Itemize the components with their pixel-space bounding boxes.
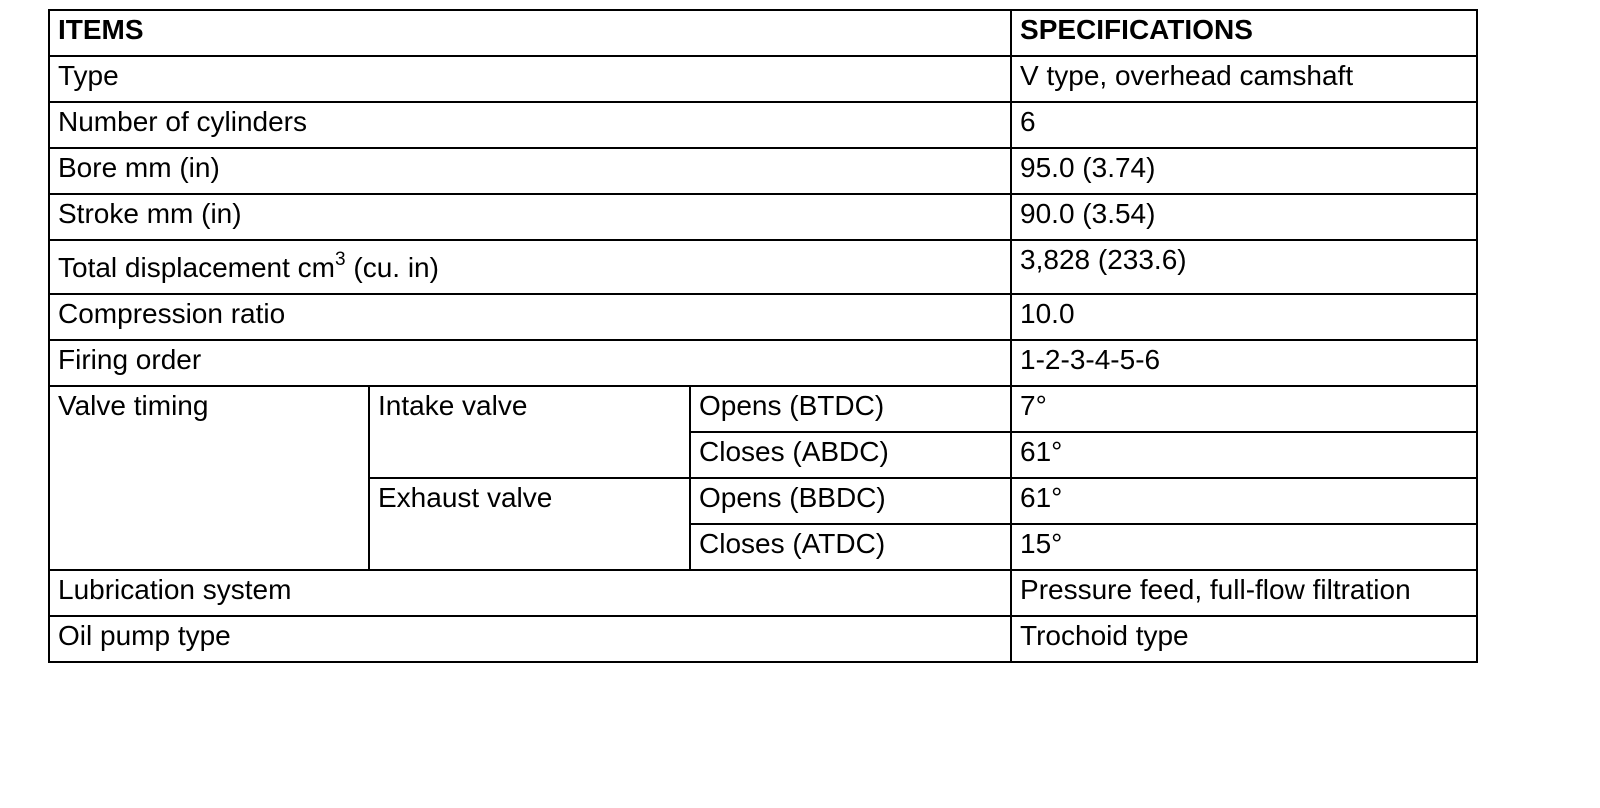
row-value-oil-pump: Trochoid type <box>1011 616 1477 662</box>
table-row <box>49 56 1477 102</box>
row-label-stroke: Stroke mm (in) <box>49 194 1011 240</box>
table-row <box>49 616 1477 662</box>
table-row <box>49 294 1477 340</box>
row-label-firing: Firing order <box>49 340 1011 386</box>
row-label-compression: Compression ratio <box>49 294 1011 340</box>
table-row <box>49 386 1477 432</box>
row-label-cylinders: Number of cylinders <box>49 102 1011 148</box>
row-value-cylinders: 6 <box>1011 102 1477 148</box>
intake-closes-label: Closes (ABDC) <box>690 432 1011 478</box>
superscript-3: 3 <box>335 249 346 270</box>
exhaust-valve-label: Exhaust valve <box>369 478 690 570</box>
row-value-stroke: 90.0 (3.54) <box>1011 194 1477 240</box>
table-row <box>49 340 1477 386</box>
intake-closes-value: 61° <box>1011 432 1477 478</box>
table-header-row <box>49 10 1477 56</box>
table-row <box>49 148 1477 194</box>
row-label-bore: Bore mm (in) <box>49 148 1011 194</box>
table-row <box>49 570 1477 616</box>
exhaust-closes-value: 15° <box>1011 524 1477 570</box>
exhaust-opens-value: 61° <box>1011 478 1477 524</box>
row-label-displacement: Total displacement $cm^3$ (cu. in) <box>49 240 1011 294</box>
row-value-compression: 10.0 <box>1011 294 1477 340</box>
row-value-firing: 1-2-3-4-5-6 <box>1011 340 1477 386</box>
exhaust-closes-label: Closes (ATDC) <box>690 524 1011 570</box>
table-row <box>49 240 1477 294</box>
exhaust-opens-label: Opens (BBDC) <box>690 478 1011 524</box>
row-label-oil-pump: Oil pump type <box>49 616 1011 662</box>
intake-opens-label: Opens (BTDC) <box>690 386 1011 432</box>
table-row <box>49 102 1477 148</box>
valve-timing-label: Valve timing <box>49 386 369 570</box>
table-row <box>49 194 1477 240</box>
intake-opens-value: 7° <box>1011 386 1477 432</box>
header-items: ITEMS <box>49 10 1011 56</box>
row-value-lubrication: Pressure feed, full-flow filtration <box>1011 570 1477 616</box>
row-value-bore: 95.0 (3.74) <box>1011 148 1477 194</box>
row-value-displacement: 3,828 (233.6) <box>1011 240 1477 294</box>
row-value-type: V type, overhead camshaft <box>1011 56 1477 102</box>
header-specifications: SPECIFICATIONS <box>1011 10 1477 56</box>
intake-valve-label: Intake valve <box>369 386 690 478</box>
row-label-type: Type <box>49 56 1011 102</box>
row-label-lubrication: Lubrication system <box>49 570 1011 616</box>
engine-spec-table <box>48 9 1478 663</box>
